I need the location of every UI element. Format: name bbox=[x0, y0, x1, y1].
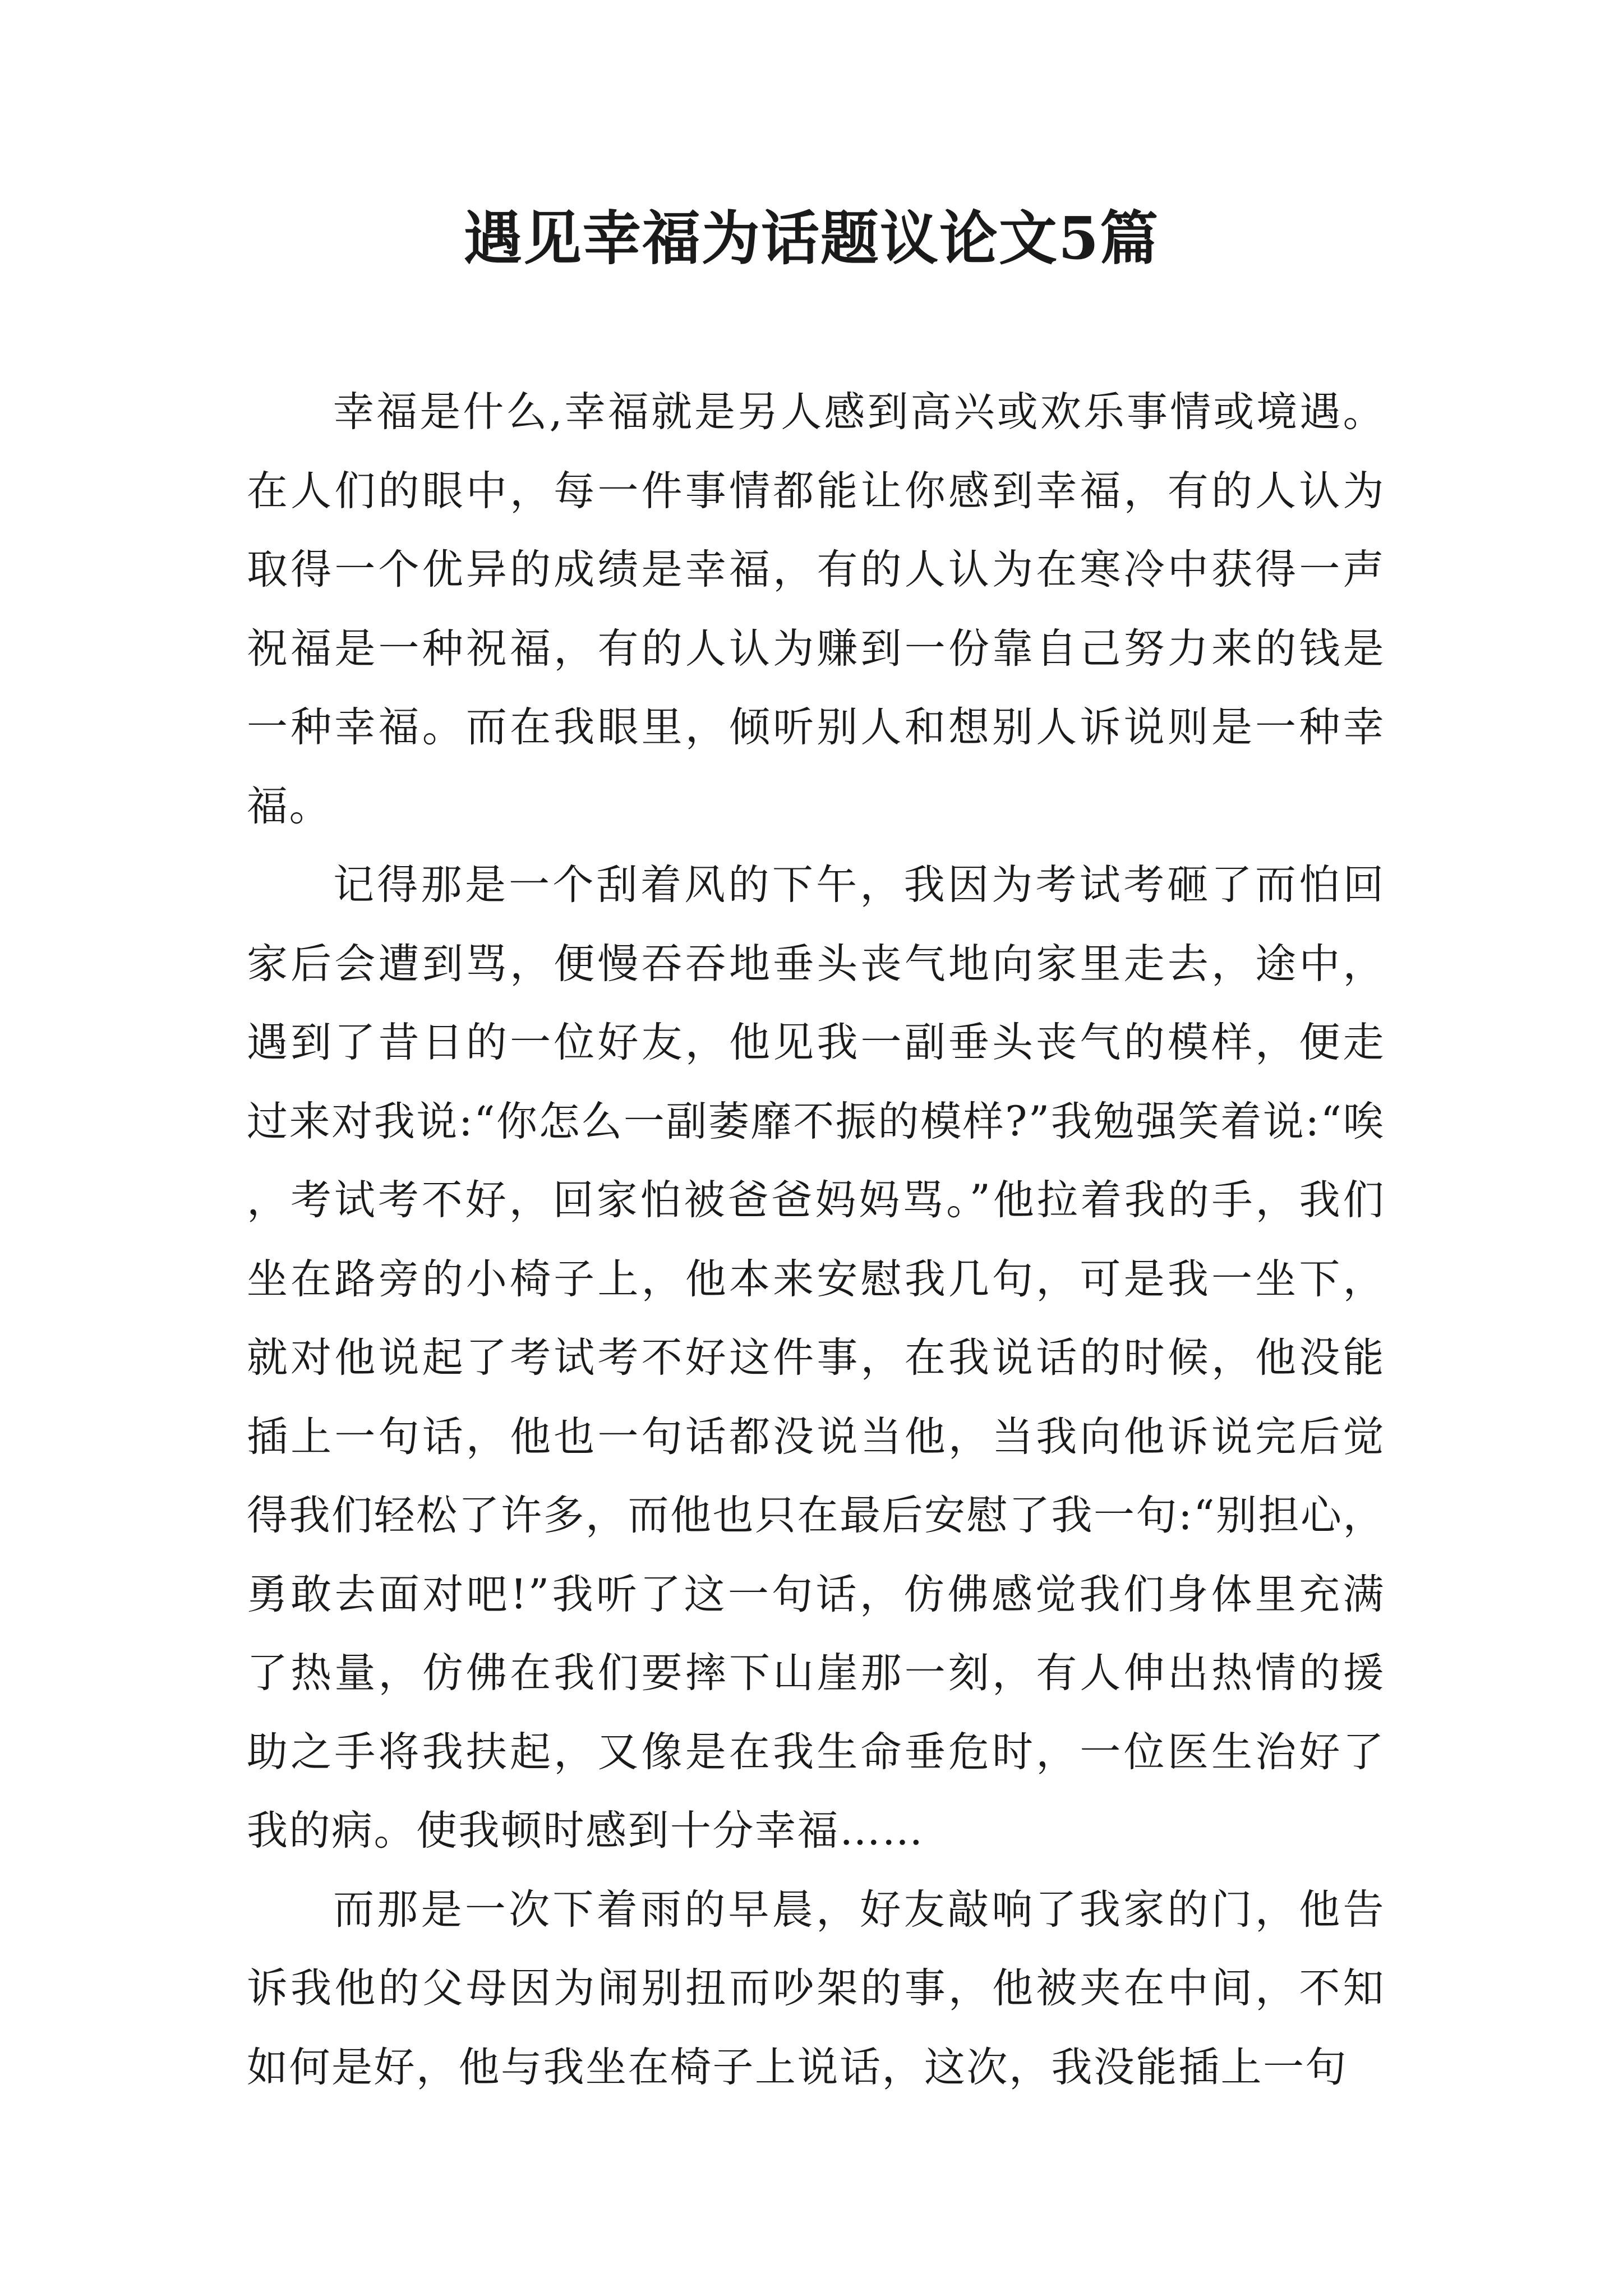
paragraph-3: 而那是一次下着雨的早晨，好友敲响了我家的门，他告诉我他的父母因为闹别扭而吵架的事，他被夹在中间，不知如何是好，他与我坐在椅子上说话，这次，我没能插上一句 bbox=[247, 1885, 1385, 2091]
document-body bbox=[247, 373, 1385, 2107]
paragraph-1: 幸福是什么,幸福就是另人感到高兴或欢乐事情或境遇。在人们的眼中，每一件事情都能让你感到幸福，有的人认为取得一个优异的成绩是幸福，有的人认为在寒冷中获得一声祝福是一种祝福，有的人认为赚到一份靠自己努力来的钱是一种幸福。而在我眼里，倾听别人和想别人诉说则是一种幸福。 bbox=[247, 388, 1385, 830]
paragraph-2: 记得那是一个刮着风的下午，我因为考试考砸了而怕回家后会遭到骂，便慢吞吞地垂头丧气地向家里走去，途中，遇到了昔日的一位好友，他见我一副垂头丧气的模样，便走过来对我说:“你怎么一副萎靡不振的模样?”我勉强笑着说:“唉，考试考不好，回家怕被爸爸妈妈骂。”他拉着我的手，我们坐在路旁的小椅子上，他本来安慰我几句，可是我一坐下，就对他说起了考试考不好这件事，在我说话的时候，他没能插上一句话，他也一句话都没说当他，当我向他诉说完后觉得我们轻松了许多，而他也只在最后安慰了我一句:“别担心，勇敢去面对吧!”我听了这一句话，仿佛感觉我们身体里充满了热量，仿佛在我们要摔下山崖那一刻，有人伸出热情的援助之手将我扶起，又像是在我生命垂危时，一位医生治好了我的病。使我顿时感到十分幸福…… bbox=[247, 861, 1385, 1855]
document-title: 遇见幸福为话题议论文5篇 bbox=[463, 204, 1160, 273]
